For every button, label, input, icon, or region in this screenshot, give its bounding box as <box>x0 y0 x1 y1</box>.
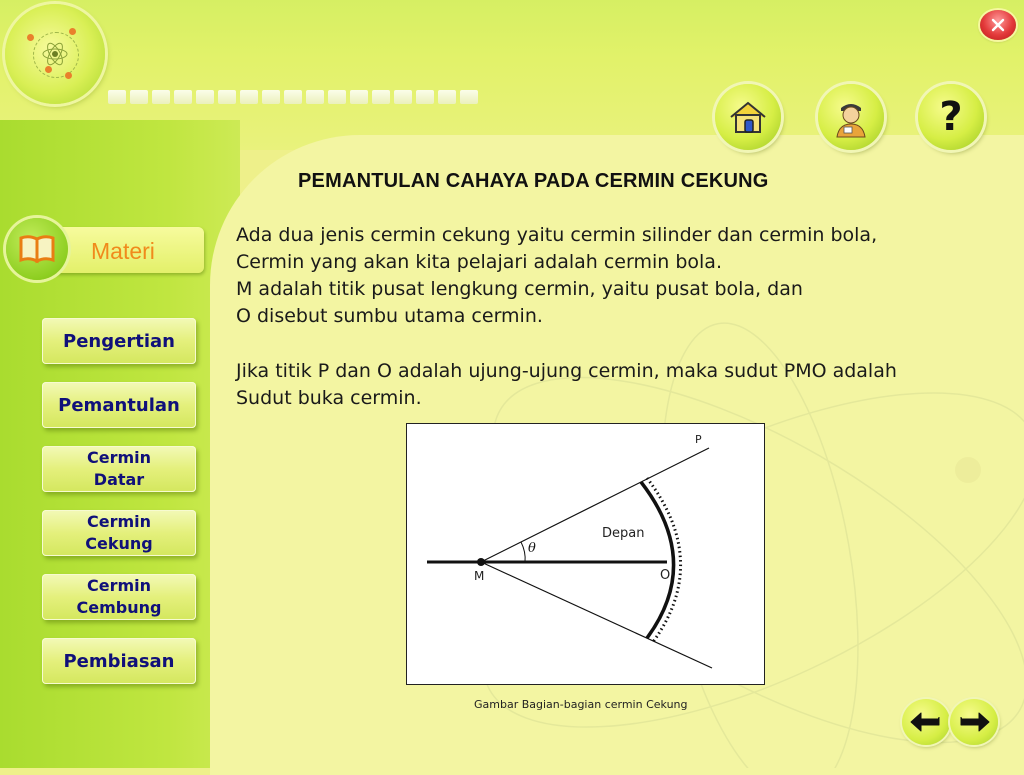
label-depan: Depan <box>602 526 645 541</box>
menu-pembiasan-button[interactable] <box>42 638 196 684</box>
profile-button[interactable] <box>818 84 884 150</box>
app-logo <box>5 4 105 104</box>
materi-label: Materi <box>91 238 155 264</box>
close-icon <box>990 18 1006 32</box>
paragraph-line: Jika titik P dan O adalah ujung-ujung cermin, maka sudut PMO adalah <box>236 360 897 382</box>
point-m <box>477 558 485 566</box>
label-p: P <box>695 433 702 446</box>
menu-label: Cermin <box>86 448 152 467</box>
angle-arc <box>521 542 525 562</box>
atom-icon <box>41 40 69 68</box>
help-icon: ? <box>939 94 963 140</box>
teacher-icon <box>829 95 873 139</box>
menu-label: Pengertian <box>63 330 175 352</box>
help-button[interactable] <box>918 84 984 150</box>
paragraph-line: M adalah titik pusat lengkung cermin, yaitu pusat bola, dan <box>236 278 803 300</box>
menu-label: Cermin <box>86 576 152 595</box>
close-button[interactable] <box>980 10 1016 40</box>
diagram-caption: Gambar Bagian-bagian cermin Cekung <box>474 698 688 711</box>
paragraph-line: Sudut buka cermin. <box>236 387 422 409</box>
label-o: O <box>660 568 671 583</box>
home-icon <box>727 99 769 135</box>
next-button[interactable] <box>950 699 998 745</box>
ray-to-p <box>481 448 709 562</box>
paragraph-line: Ada dua jenis cermin cekung yaitu cermin silinder dan cermin bola, <box>236 224 878 246</box>
mirror-back-hatch <box>647 478 681 642</box>
menu-cermin-cekung-button[interactable] <box>42 510 196 556</box>
progress-strip <box>108 90 478 104</box>
back-arrow-icon <box>909 711 943 733</box>
label-m: M <box>474 569 485 583</box>
menu-label: Pemantulan <box>58 394 180 416</box>
page-title: PEMANTULAN CAHAYA PADA CERMIN CEKUNG <box>298 170 769 192</box>
paragraph-line: O disebut sumbu utama cermin. <box>236 305 543 327</box>
menu-label: Cermin <box>86 512 152 531</box>
menu-label: Datar <box>93 470 145 489</box>
mirror-arc <box>641 482 674 638</box>
menu-pengertian-button[interactable] <box>42 318 196 364</box>
next-arrow-icon <box>957 711 991 733</box>
concave-mirror-diagram <box>406 423 765 685</box>
book-icon <box>6 218 68 280</box>
paragraph-angle <box>236 358 897 412</box>
menu-cermin-datar-button[interactable] <box>42 446 196 492</box>
paragraph-line: Cermin yang akan kita pelajari adalah cermin bola. <box>236 251 722 273</box>
menu-pemantulan-button[interactable] <box>42 382 196 428</box>
paragraph-intro <box>236 222 877 330</box>
materi-section-tab[interactable] <box>6 218 204 280</box>
ray-lower <box>481 562 712 668</box>
back-button[interactable] <box>902 699 950 745</box>
menu-label: Cekung <box>85 534 153 553</box>
menu-label: Pembiasan <box>63 650 175 672</box>
menu-label: Cembung <box>76 598 162 617</box>
menu-cermin-cembung-button[interactable] <box>42 574 196 620</box>
label-theta: θ <box>528 541 536 556</box>
home-button[interactable] <box>715 84 781 150</box>
